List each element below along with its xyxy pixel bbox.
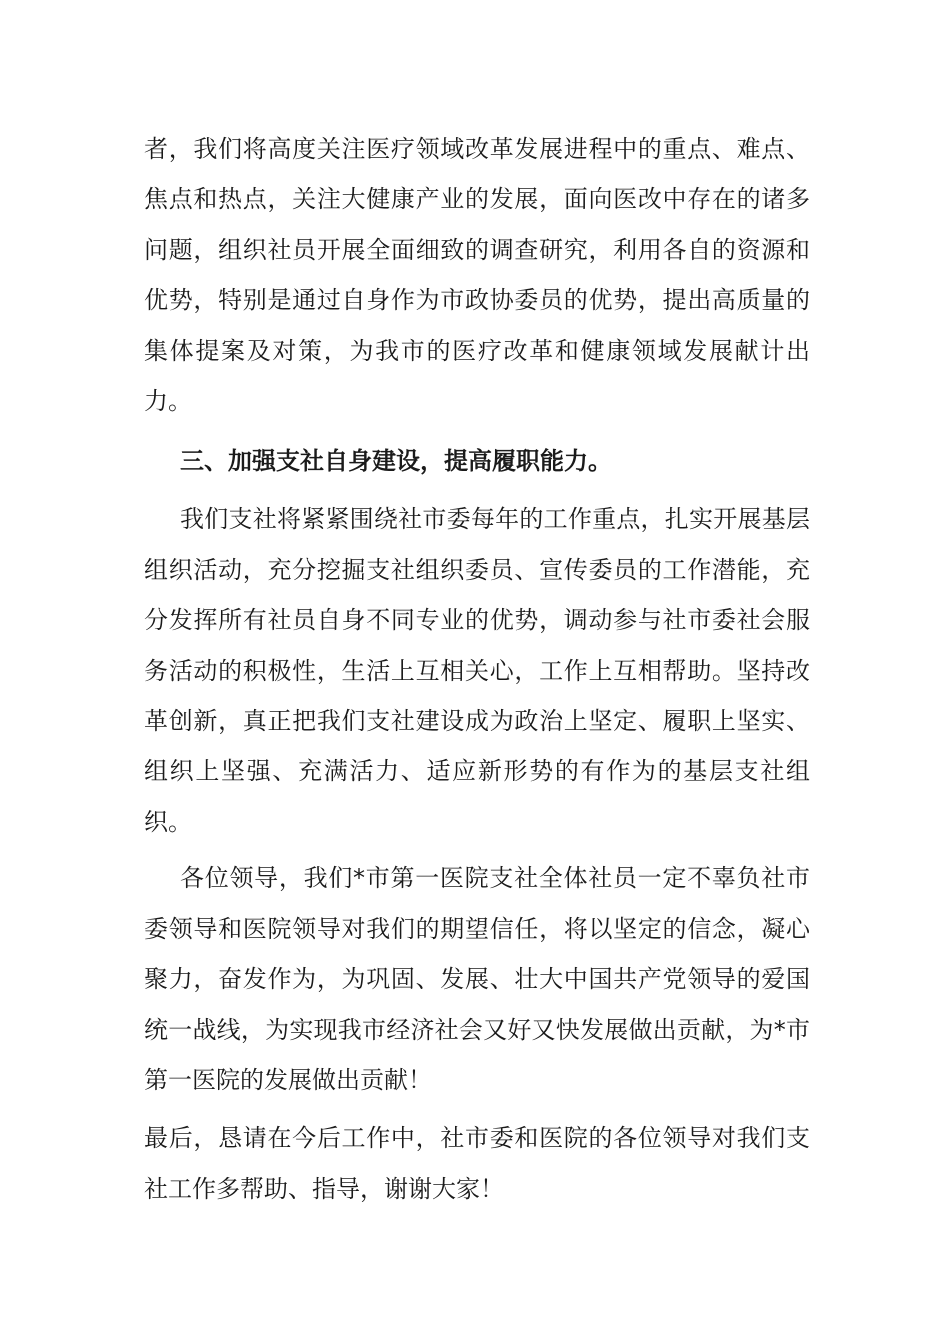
paragraph-branch-building: 我们支社将紧紧围绕社市委每年的工作重点，扎实开展基层组织活动，充分挖掘支社组织委员、宣传委员的工作潜能，充分发挥所有社员自身不同专业的优势，调动参与社市委社会服务活动的积极性，生活上互相关心，工作上互相帮助。坚持改革创新，真正把我们支社建设成为政治上坚定、履职上坚实、组织上坚强、充满活力、适应新形势的有作为的基层支社组织。: [144, 505, 810, 836]
paragraph-continuation: 者，我们将高度关注医疗领域改革发展进程中的重点、难点、焦点和热点，关注大健康产业的发展，面向医改中存在的诸多问题，组织社员开展全面细致的调查研究，利用各自的资源和优势，特别是通过自身作为市政协委员的优势，提出高质量的集体提案及对策，为我市的医疗改革和健康领域发展献计出力。: [144, 135, 810, 416]
paragraph-closing: 最后，恳请在今后工作中，社市委和医院的各位领导对我们支社工作多帮助、指导，谢谢大家！: [144, 1124, 810, 1203]
paragraph-commitment: 各位领导，我们*市第一医院支社全体社员一定不辜负社市委领导和医院领导对我们的期望信任，将以坚定的信念，凝心聚力，奋发作为，为巩固、发展、壮大中国共产党领导的爱国统一战线，为实现我市经济社会又好又快发展做出贡献，为*市第一医院的发展做出贡献！: [144, 864, 810, 1094]
section-heading-3: 三、加强支社自身建设，提高履职能力。: [180, 447, 612, 476]
document-body: [144, 124, 810, 1214]
